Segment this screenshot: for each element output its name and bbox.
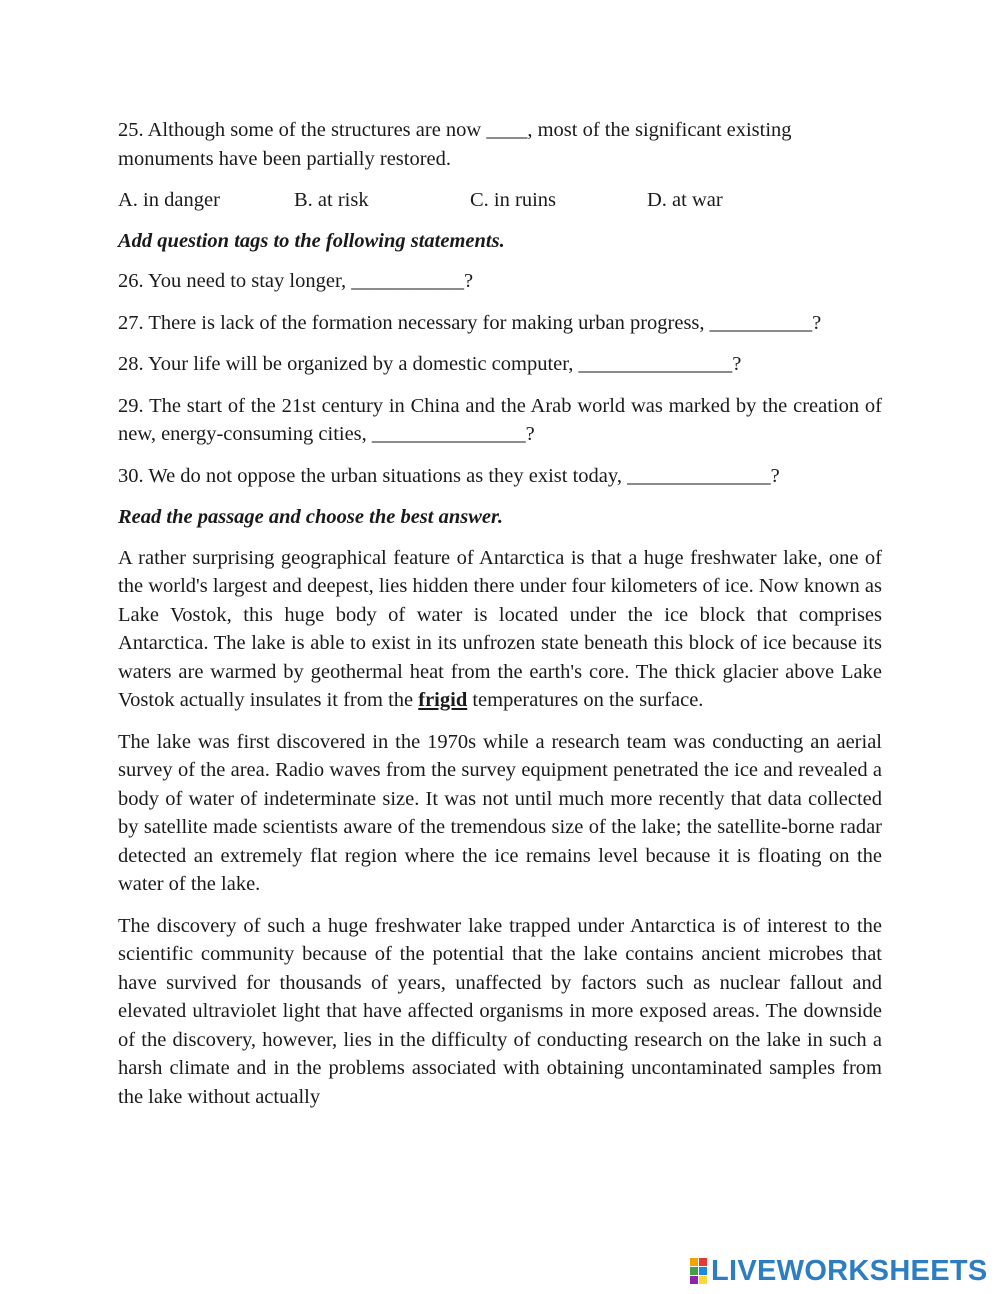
- logo-block: [699, 1276, 707, 1284]
- instruction-question-tags: Add question tags to the following statements.: [118, 229, 505, 252]
- worksheet-page: [118, 116, 882, 1124]
- liveworksheets-logo: [690, 1254, 990, 1288]
- question-28: 28. Your life will be organized by a domestic computer, _______________?: [118, 353, 742, 375]
- instruction-reading: Read the passage and choose the best answer.: [118, 506, 503, 528]
- option-d[interactable]: D. at war: [647, 189, 723, 211]
- logo-block: [699, 1258, 707, 1266]
- logo-blocks-icon: [690, 1258, 707, 1284]
- question-26: 26. You need to stay longer, ___________?: [118, 270, 474, 292]
- option-a[interactable]: A. in danger: [118, 189, 220, 211]
- question-30: 30. We do not oppose the urban situations as they exist today, ______________?: [118, 464, 780, 487]
- question-29: 29. The start of the 21st century in China and the Arab world was marked by the creation of new, energy-consuming cities, _______________?: [118, 394, 882, 445]
- logo-block: [690, 1276, 698, 1284]
- keyword-frigid: frigid: [418, 689, 468, 711]
- passage-paragraph-3: The discovery of such a huge freshwater lake trapped under Antarctica is of interest to the scientific community because of the potential that the lake contains ancient microbes that have survived for thousands of years, unaffected by factors such as nuclear fallout and elevated ultraviolet light that have affected organisms in more exposed areas. The downside of the discovery, however, lies in the difficulty of conducting research on the lake in such a harsh climate and in the problems associated with obtaining uncontaminated samples from the lake without actually: [118, 914, 882, 1108]
- passage-paragraph-1: [118, 544, 882, 715]
- logo-block: [699, 1267, 707, 1275]
- logo-block: [690, 1267, 698, 1275]
- option-b[interactable]: B. at risk: [294, 189, 369, 211]
- passage-paragraph-1-start: A rather surprising geographical feature of Antarctica is that a huge freshwater lake, one of the world's largest and deepest, lies hidden there under four kilometers of ice. Now known as Lake Vostok, this huge body of water is located under the ice block that comprises Antarctica. The lake is able to exist in its unfrozen state beneath this block of ice because its waters are warmed by geothermal heat from the earth's core. The thick glacier above Lake Vostok actually insulates it from the: [118, 546, 882, 711]
- question-27: 27. There is lack of the formation necessary for making urban progress, __________?: [118, 311, 822, 334]
- logo-text: LIVEWORKSHEETS: [711, 1254, 988, 1287]
- option-c[interactable]: C. in ruins: [470, 189, 556, 211]
- passage-paragraph-2: The lake was first discovered in the 1970s while a research team was conducting an aerial survey of the area. Radio waves from the survey equipment penetrated the ice and revealed a body of water of indeterminate size. It was not until much more recently that data collected by satellite made scientists aware of the tremendous size of the lake; the satellite-borne radar detected an extremely flat region where the ice remains level because it is floating on the water of the lake.: [118, 730, 882, 895]
- passage-paragraph-1-end: temperatures on the surface.: [467, 689, 704, 711]
- logo-block: [690, 1258, 698, 1266]
- question-25-options: [118, 186, 882, 215]
- question-25: 25. Although some of the structures are now ____, most of the significant existing monuments have been partially restored.: [118, 119, 792, 170]
